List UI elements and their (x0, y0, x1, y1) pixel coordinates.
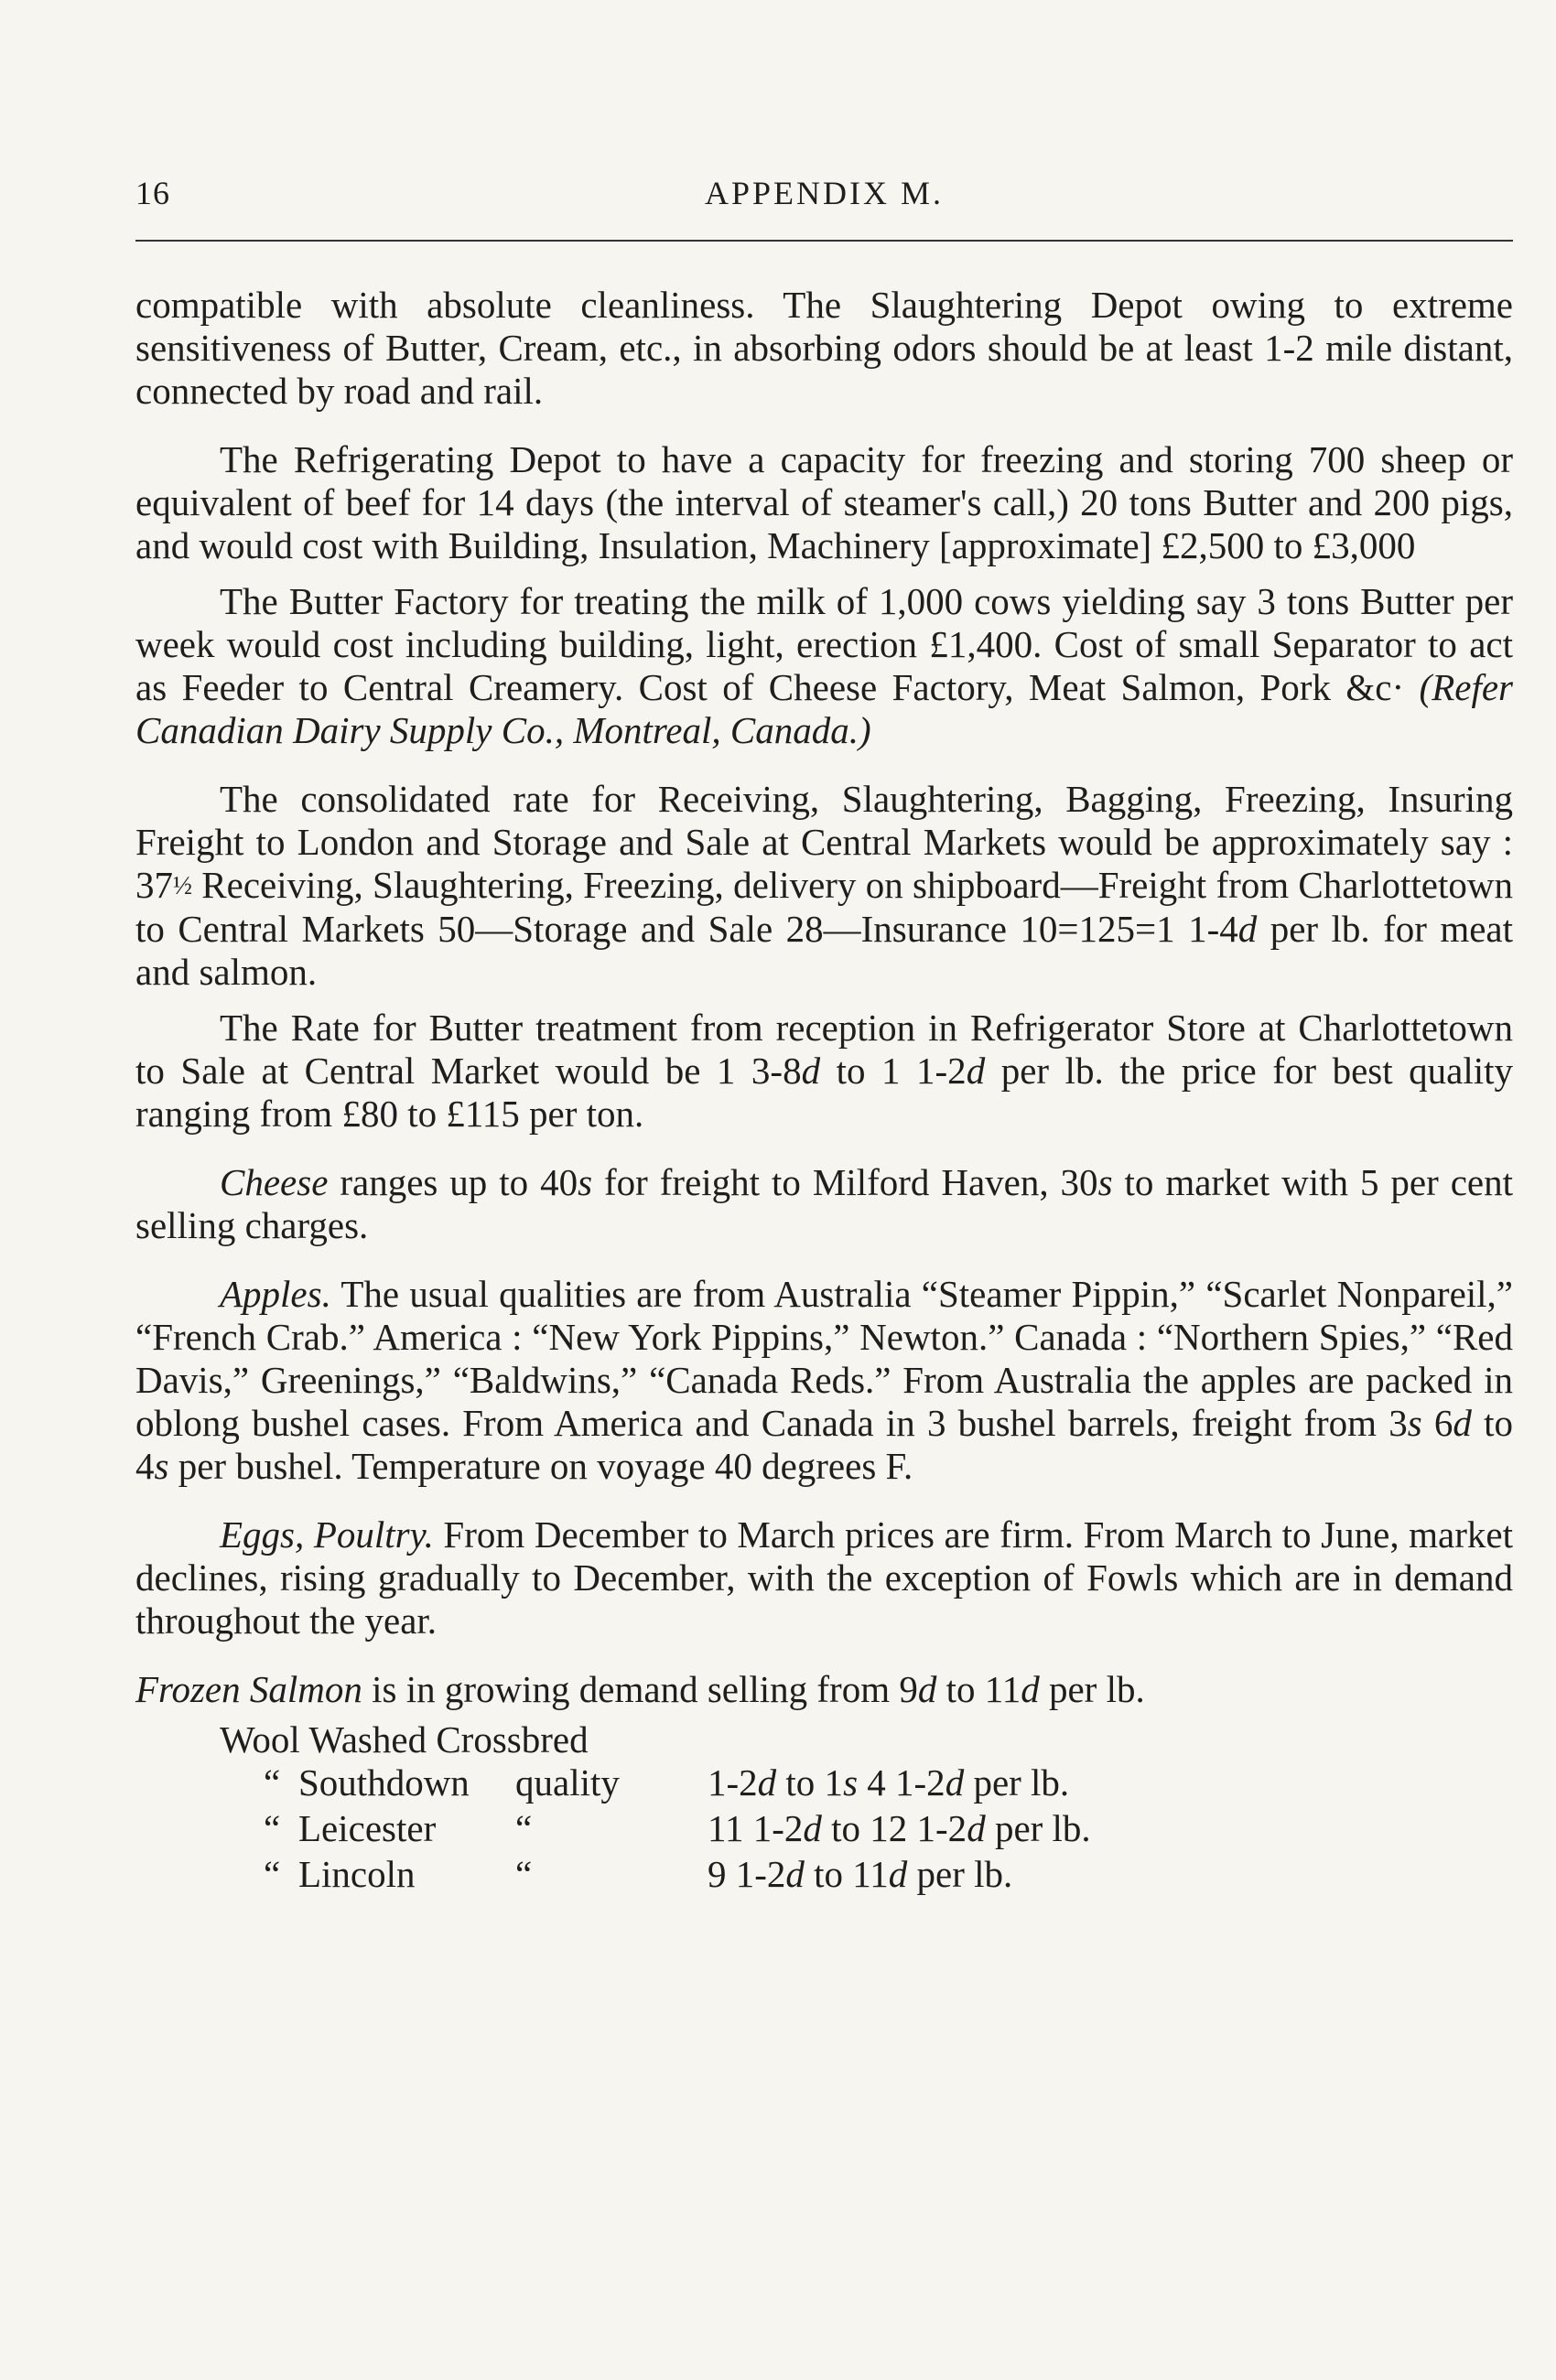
price-unit: d (888, 1853, 908, 1895)
wool-row (135, 1853, 1513, 1899)
rate-text-a: The consolidated rate for Receiving, Slaughtering, Bagging, Freezing, Insuring Freight to London and Storage and Sale at Central Markets would be approximately say : 37 (135, 778, 1513, 906)
wool-price (708, 1807, 1513, 1850)
canadian-dairy-reference: (Refer Canadian Dairy Supply Co., Montreal, Canada.) (135, 666, 1513, 751)
paragraph-butter-factory (135, 580, 1513, 752)
price-unit: d (785, 1853, 805, 1895)
cheese-text-b: for freight to Milford Haven, 30 (592, 1161, 1098, 1203)
apples-pence-number: 6 (1433, 1402, 1453, 1444)
wool-name: Lincoln (298, 1853, 416, 1895)
paragraph-apples (135, 1273, 1513, 1488)
apples-text-end: per bushel. Temperature on voyage 40 degrees F. (168, 1445, 913, 1487)
wool-name: Leicester (298, 1807, 437, 1849)
price-part: 4 1-2 (858, 1761, 945, 1804)
paragraph-cheese (135, 1161, 1513, 1247)
eggs-lead: Eggs, Poultry. (220, 1513, 434, 1556)
price-unit: d (757, 1761, 777, 1804)
price-part: per lb. (964, 1761, 1070, 1804)
price-part: to 12 1-2 (821, 1807, 967, 1849)
butter-rate-unit-2: d (966, 1050, 986, 1092)
salmon-text-b: to 11 (936, 1668, 1021, 1710)
price-part: 9 1-2 (708, 1853, 786, 1895)
paragraph-consolidated-rate (135, 778, 1513, 994)
wool-name: Southdown (298, 1761, 470, 1804)
butter-factory-text: The Butter Factory for treating the milk of 1,000 cows yielding say 3 tons Butter per week would cost including building, light, erection £1,400. Cost of small Separator to act as Feeder to Central Creamery. Cost of Cheese Factory, Meat Salmon, Pork &c· (135, 580, 1513, 708)
cheese-unit-2: s (1097, 1161, 1113, 1203)
wool-table-title: Wool Washed Crossbred (220, 1718, 589, 1761)
rate-fraction: ½ (173, 872, 192, 900)
paragraph-refrigerating-depot: The Refrigerating Depot to have a capacity for freezing and storing 700 sheep or equivalent of beef for 14 days (the interval of steamer's call,) 20 tons Butter and 200 pigs, and would cost with Building, Insulation, Machinery [approximate] £2,500 to £3,000 (135, 438, 1513, 566)
price-unit: d (803, 1807, 822, 1849)
price-unit: d (967, 1807, 986, 1849)
page-number: 16 (135, 175, 170, 211)
apples-text: The usual qualities are from Australia “Steamer Pippin,” “Scarlet Nonpareil,” “French Crab.” America : “New York Pippins,” Newton.” Canada : “Northern Spies,” “Red Davis,” Greenings,” “Baldwins,” “Canada Reds.” From Australia the apples are packed in oblong bushel cases. From America and Canada in 3 bushel barrels, freight from 3 (135, 1273, 1513, 1444)
wool-price-table (135, 1718, 1513, 1899)
wool-row (135, 1761, 1513, 1807)
eggs-text: From December to March prices are firm. From March to June, market declines, rising gradually to December, with the exception of Fowls which are in demand throughout the year. (135, 1513, 1514, 1642)
cheese-text-a: ranges up to 40 (328, 1161, 578, 1203)
rate-text-c: per lb. for meat and salmon. (135, 908, 1513, 993)
butter-rate-b: to 1 1-2 (820, 1050, 967, 1092)
salmon-unit-2: d (1021, 1668, 1040, 1710)
apples-unit-s2: s (154, 1445, 169, 1487)
wool-price (708, 1853, 1513, 1896)
cheese-lead: Cheese (220, 1161, 329, 1203)
price-unit: s (843, 1761, 859, 1804)
butter-rate-unit-1: d (801, 1050, 821, 1092)
cheese-unit-1: s (578, 1161, 593, 1203)
price-part: per lb. (907, 1853, 1013, 1895)
paragraph-butter-rate (135, 1007, 1513, 1136)
price-part: per lb. (985, 1807, 1091, 1849)
cheese-text-c: to market with 5 per cent selling charges. (135, 1161, 1513, 1246)
price-part: 1-2 (708, 1761, 758, 1804)
price-part: 11 1-2 (708, 1807, 804, 1849)
wool-grade: “ (515, 1853, 533, 1895)
paragraph-depot-cleanliness: compatible with absolute cleanliness. The Slaughtering Depot owing to extreme sensitiveness of Butter, Cream, etc., in absorbing odors should be at least 1-2 mile distant, connected by road and rail. (135, 284, 1513, 412)
rate-unit: d (1237, 908, 1258, 950)
ditto-mark: “ (264, 1807, 281, 1849)
apples-space (1422, 1402, 1434, 1444)
apples-unit-d: d (1453, 1402, 1472, 1444)
page-header (135, 174, 1513, 229)
salmon-text-c: per lb. (1039, 1668, 1145, 1710)
wool-grade: quality (515, 1761, 620, 1804)
price-part: to 11 (804, 1853, 889, 1895)
wool-row (135, 1807, 1513, 1853)
header-rule (135, 240, 1513, 242)
price-unit: d (945, 1761, 965, 1804)
apples-text-to: to 4 (135, 1402, 1513, 1487)
running-head: APPENDIX M. (704, 175, 945, 211)
salmon-lead: Frozen Salmon (135, 1668, 362, 1710)
apples-lead: Apples. (220, 1273, 331, 1315)
wool-price (708, 1761, 1513, 1804)
butter-rate-c: per lb. the price for best quality ranging from £80 to £115 per ton. (135, 1050, 1514, 1135)
salmon-text-a: is in growing demand selling from 9 (362, 1668, 918, 1710)
wool-grade: “ (515, 1807, 533, 1849)
butter-rate-a: The Rate for Butter treatment from reception in Refrigerator Store at Charlottetown to Sale at Central Market would be 1 3-8 (135, 1007, 1513, 1092)
ditto-mark: “ (264, 1761, 281, 1804)
paragraph-eggs-poultry (135, 1513, 1513, 1642)
paragraph-frozen-salmon (135, 1668, 1513, 1711)
salmon-unit-1: d (917, 1668, 937, 1710)
page-body (135, 284, 1513, 1899)
ditto-mark: “ (264, 1853, 281, 1895)
rate-text-b: Receiving, Slaughtering, Freezing, delivery on shipboard—Freight from Charlottetown to Central Markets 50—Storage and Sale 28—Insurance 10=125=1 1-4 (135, 864, 1513, 950)
price-part: to 1 (776, 1761, 844, 1804)
apples-unit-s1: s (1407, 1402, 1422, 1444)
